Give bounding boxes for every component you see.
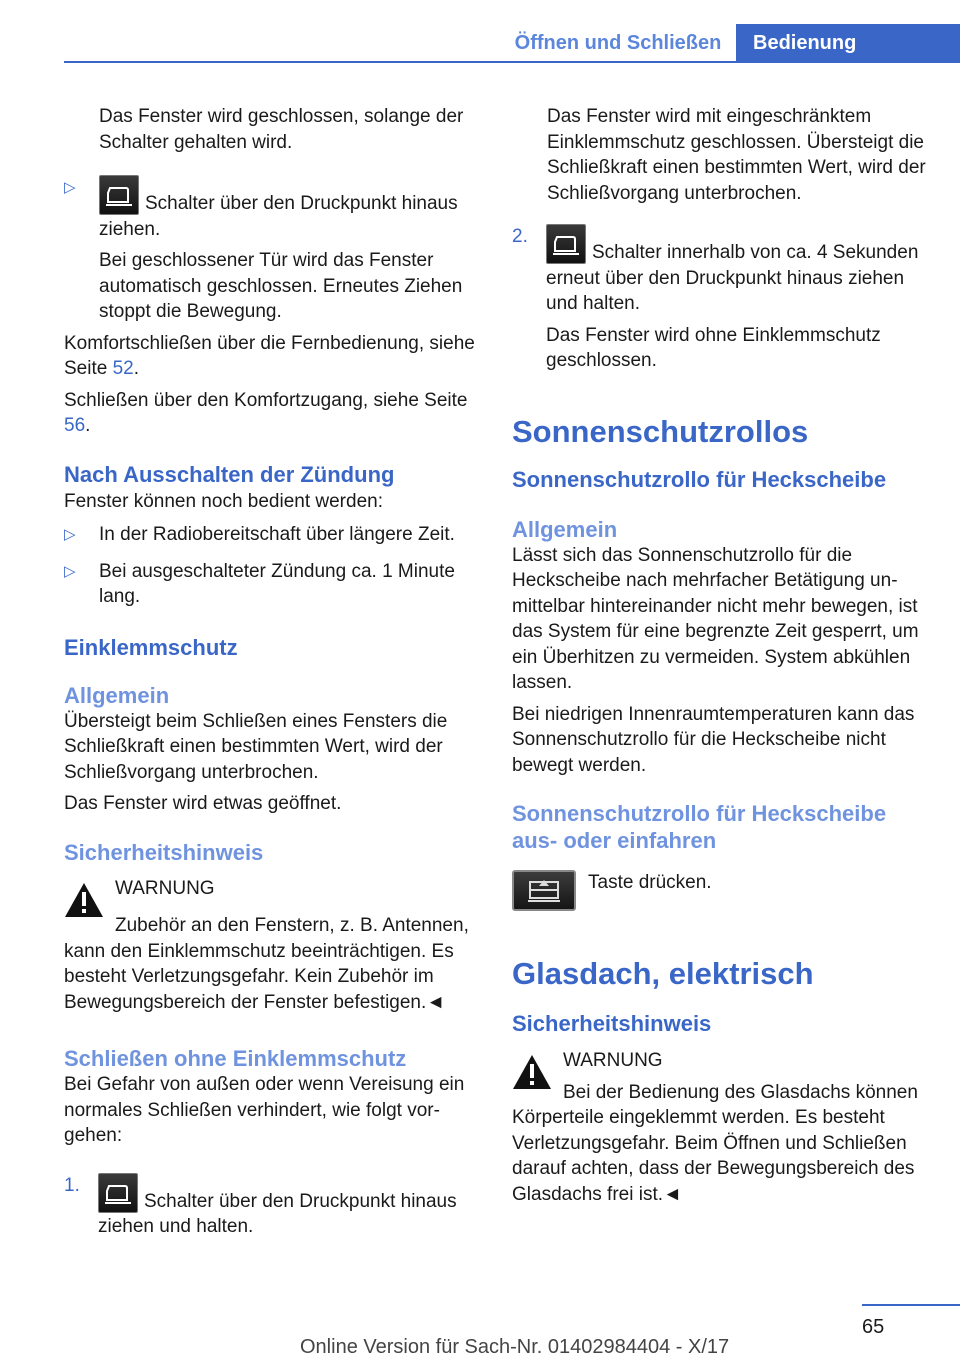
paragraph: Schließen über den Komfortzugang, siehe Seite 56. [64,389,468,436]
list-item-text: Bei geschlossener Tür wird das Fenster automatisch geschlossen. Erneutes Ziehen stoppt die Bewegung. [99,250,463,322]
heading-sonnenschutzrollos: Sonnenschutzrollos [512,413,809,449]
numbered-item-text: Schalter über den Druckpunkt hinaus ziehen und halten. [98,1173,480,1240]
numbered-item-text: Das Fenster wird ohne Einklemmschutz geschlossen. [546,324,881,371]
paragraph: Bei niedrigen Innenraumtemperaturen kann das Sonnenschutzrollo für die Heckscheibe nicht bewegt werden. [512,703,915,776]
warning-icon [64,882,104,918]
page-link-56[interactable]: 56 [64,415,86,436]
header-tab-bedienung[interactable]: Bedienung [736,24,960,61]
heading-ohne-einklemmschutz: Schließen ohne Einklemmschutz [64,1046,407,1071]
paragraph: Übersteigt beim Schließen eines Fensters die Schließkraft einen bestimmten Wert, wird der Schließvorgang unterbrochen. [64,710,448,783]
footer-version: Online Version für Sach-Nr. 01402984404 - X/17 [300,1336,730,1358]
heading-sicherheitshinweis: Sicherheitshinweis [64,839,264,865]
window-switch-icon [99,175,139,215]
list-item [64,175,480,325]
bullet-marker: ▷ [64,562,76,580]
list-item-text: In der Radiobereitschaft über längere Zeit. [99,524,455,545]
heading-rollo-heckscheibe: Sonnenschutzrollo für Heckscheibe [512,466,887,492]
paragraph: Bei Gefahr von außen oder wenn Vereisung ein normales Schließen verhindert, wie folgt vorgehen: [64,1074,465,1146]
warning-text: Bei der Bedienung des Glasdachs können Körperteile eingeklemmt werden. Es besteht Verletzungsgefahr. Beim Öffnen und Schließen darauf achten, dass der Bewegungsbereich des Glasdachs frei ist.◄ [512,1081,918,1205]
paragraph: Lässt sich das Sonnenschutzrollo für die Heckscheibe nach mehrfacher Betätigung unmittelbar hintereinander nicht mehr bewegen, ist das System für eine begrenzte Zeit gesperrt, um ein Überhitzen zu vermeiden. System abkühlen lassen. [512,544,919,693]
number-marker: 1. [64,1174,80,1196]
bullet-marker: ▷ [64,179,76,196]
paragraph: Fenster können noch bedient werden: [64,490,383,512]
page-number: 65 [862,1316,885,1338]
warning-block [64,876,480,908]
sunblind-button-icon [512,870,576,911]
warning-icon [512,1054,552,1090]
list-item-text: Schalter über den Druckpunkt hinaus ziehen. [99,175,480,242]
numbered-item-text: Schalter innerhalb von ca. 4 Sekunden erneut über den Druckpunkt hinaus ziehen und halten. [546,224,926,317]
left-column [64,104,480,1240]
numbered-item [64,1173,480,1240]
number-marker: 2. [512,226,528,247]
header-rule [64,61,960,63]
heading-einklemmschutz: Einklemmschutz [64,634,238,660]
heading-glasdach: Glasdach, elektrisch [512,956,814,991]
list-item [64,522,480,548]
bullet-marker: ▷ [64,526,76,543]
paragraph: Das Fenster wird etwas geöffnet. [64,793,342,814]
window-switch-icon [98,1173,138,1213]
paragraph: Das Fenster wird mit eingeschränktem Einklemmschutz geschlossen. Übersteigt die Schließkraft einen bestimmten Wert, wird der Schließvorgang unterbrochen. [547,106,926,204]
heading-sicherheitshinweis: Sicherheitshinweis [512,1011,712,1036]
paragraph: Das Fenster wird geschlossen, solange der Schalter gehalten wird. [99,106,464,153]
key-instruction [512,870,926,912]
list-item [64,559,480,610]
page-link-52[interactable]: 52 [112,358,134,379]
window-switch-icon [546,224,586,264]
numbered-item [512,224,926,374]
list-item-text: Bei ausgeschalteter Zündung ca. 1 Minute lang. [99,560,455,607]
warning-text: Zubehör an den Fenstern, z. B. Antennen, kann den Einklemmschutz beeinträchtigen. Es besteht Verletzungsgefahr. Kein Zubehör im Bewegungsbereich der Fenster befestigen.◄ [64,915,469,1013]
right-column [512,104,926,1207]
heading-allgemein: Allgemein [64,682,170,708]
heading-aus-einfahren: Sonnenschutzrollo für Heckscheibe aus- oder einfahren [512,801,887,853]
warning-label: WARNUNG [115,877,215,899]
warning-label: WARNUNG [563,1050,663,1071]
header-section-title: Öffnen und Schließen [514,32,722,54]
key-text: Taste drücken. [588,872,712,893]
footer-rule [862,1304,960,1306]
warning-block [512,1048,926,1074]
heading-zuendung: Nach Ausschalten der Zündung [64,461,395,487]
paragraph: Komfortschließen über die Fernbedienung, siehe Seite 52. [64,332,475,379]
heading-allgemein: Allgemein [512,516,618,542]
